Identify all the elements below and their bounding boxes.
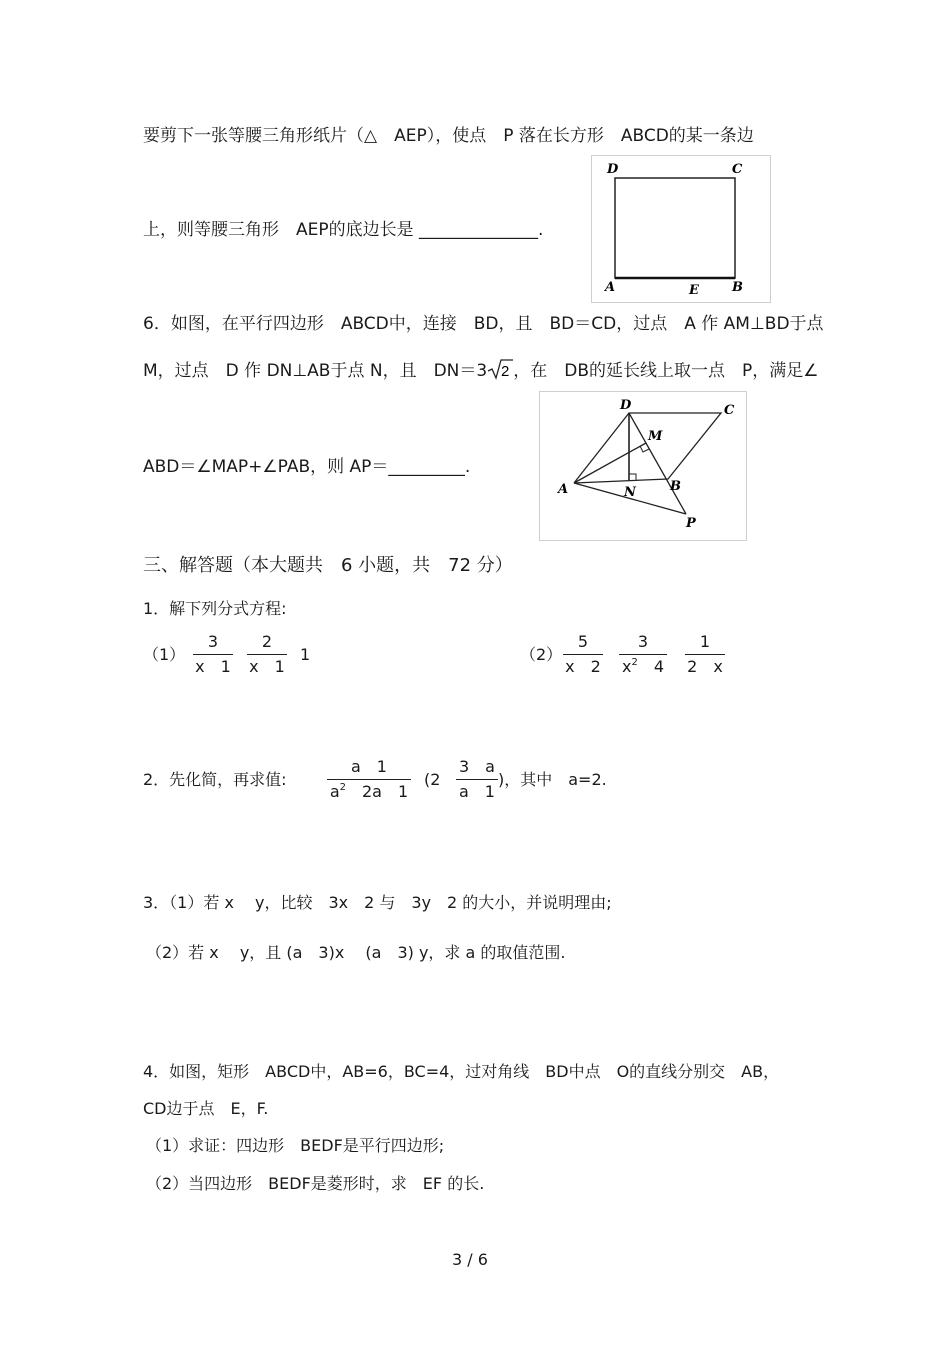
sqrt-symbol bbox=[487, 358, 513, 381]
fig5-label-a: A bbox=[605, 280, 616, 295]
fig5-label-d: D bbox=[607, 162, 619, 177]
numerator: 1 bbox=[699, 632, 711, 651]
p4-line4: （2）当四边形 BEDF是菱形时，求 EF 的长. bbox=[146, 1174, 485, 1193]
section-title: 三、解答题（本大题共 6 小题，共 72 分） bbox=[143, 555, 513, 576]
p3-line1: 3．（1）若 x y，比较 3x 2 与 3y 2 的大小，并说明理由; bbox=[143, 893, 612, 912]
fig6-label-a: A bbox=[558, 482, 569, 497]
p2-fraction-1 bbox=[327, 758, 411, 804]
q6-dn-coefficient: 3 bbox=[476, 361, 488, 381]
p1-part2-fraction-1 bbox=[563, 633, 603, 676]
q6-line2 bbox=[143, 358, 818, 381]
p1-part1-rhs: 1 bbox=[300, 645, 311, 664]
numerator: 2 bbox=[261, 632, 273, 651]
denominator: 2 x bbox=[687, 657, 723, 676]
denominator: x 1 bbox=[195, 657, 231, 676]
p1-part2-fraction-3 bbox=[685, 633, 725, 676]
p1-part1-label: （1） bbox=[143, 645, 186, 664]
fig6-label-n: N bbox=[624, 485, 636, 500]
fig6-label-c: C bbox=[724, 403, 735, 418]
denominator: $x^2$ 4 bbox=[621, 657, 665, 676]
p3-line2: （2）若 x y，且 (a 3)x (a 3) y，求 a 的取值范围. bbox=[146, 943, 566, 962]
fig5-label-c: C bbox=[732, 162, 743, 177]
q5-line1: 要剪下一张等腰三角形纸片（△ AEP），使点 P 落在长方形 ABCD的某一条边 bbox=[143, 126, 754, 146]
fig6-label-p: P bbox=[686, 516, 696, 531]
p2-paren-close: )，其中 a=2. bbox=[498, 770, 607, 789]
p1-part2-label: （2） bbox=[520, 645, 563, 664]
fig6-label-d: D bbox=[620, 398, 632, 413]
q6-line2-a: M，过点 D 作 DN⊥AB于点 N，且 DN＝ bbox=[143, 361, 477, 381]
page-number: 3 / 6 bbox=[452, 1250, 488, 1269]
q6-line3: ABD＝∠MAP+∠PAB，则 AP＝_________. bbox=[143, 457, 471, 477]
p4-line1: 4．如图，矩形 ABCD中，AB=6，BC=4，过对角线 BD中点 O的直线分别交 AB， bbox=[143, 1062, 780, 1081]
q6-line1: 6．如图，在平行四边形 ABCD中，连接 BD，且 BD＝CD，过点 A 作 AM⊥BD于点 bbox=[143, 314, 824, 334]
p2-paren-open: (2 bbox=[424, 770, 441, 789]
q6-parallelogram-figure bbox=[539, 391, 747, 541]
denominator: x 2 bbox=[565, 657, 601, 676]
fig6-label-m: M bbox=[648, 429, 663, 444]
p2-stem: 2．先化简，再求值: bbox=[143, 770, 287, 789]
p4-line3: （1）求证：四边形 BEDF是平行四边形; bbox=[146, 1136, 445, 1155]
numerator: 3 bbox=[637, 632, 649, 651]
q5-line2: 上，则等腰三角形 AEP的底边长是 ______________. bbox=[143, 220, 544, 240]
fig5-label-e: E bbox=[689, 283, 699, 298]
numerator: 5 bbox=[577, 632, 589, 651]
numerator: 3 a bbox=[459, 757, 495, 776]
denominator: a 1 bbox=[459, 782, 495, 801]
fig6-label-b: B bbox=[670, 479, 681, 494]
p4-line2: CD边于点 E，F. bbox=[143, 1099, 269, 1118]
denominator: x 1 bbox=[249, 657, 285, 676]
q5-rectangle-figure bbox=[591, 155, 771, 303]
numerator: 3 bbox=[207, 632, 219, 651]
fig5-label-b: B bbox=[732, 280, 743, 295]
p1-stem: 1．解下列分式方程: bbox=[143, 599, 287, 618]
q6-line2-b: ，在 DB的延长线上取一点 P，满足∠ bbox=[513, 361, 819, 381]
p2-fraction-2 bbox=[456, 758, 498, 801]
denominator: $a^2$ 2a 1 bbox=[329, 782, 409, 801]
p1-part1-fraction-2 bbox=[247, 633, 287, 676]
p1-part1-fraction-1 bbox=[193, 633, 233, 676]
numerator: a 1 bbox=[351, 757, 387, 776]
q6-dn-radicand: 2 bbox=[501, 363, 510, 380]
p1-part2-fraction-2 bbox=[619, 633, 667, 679]
